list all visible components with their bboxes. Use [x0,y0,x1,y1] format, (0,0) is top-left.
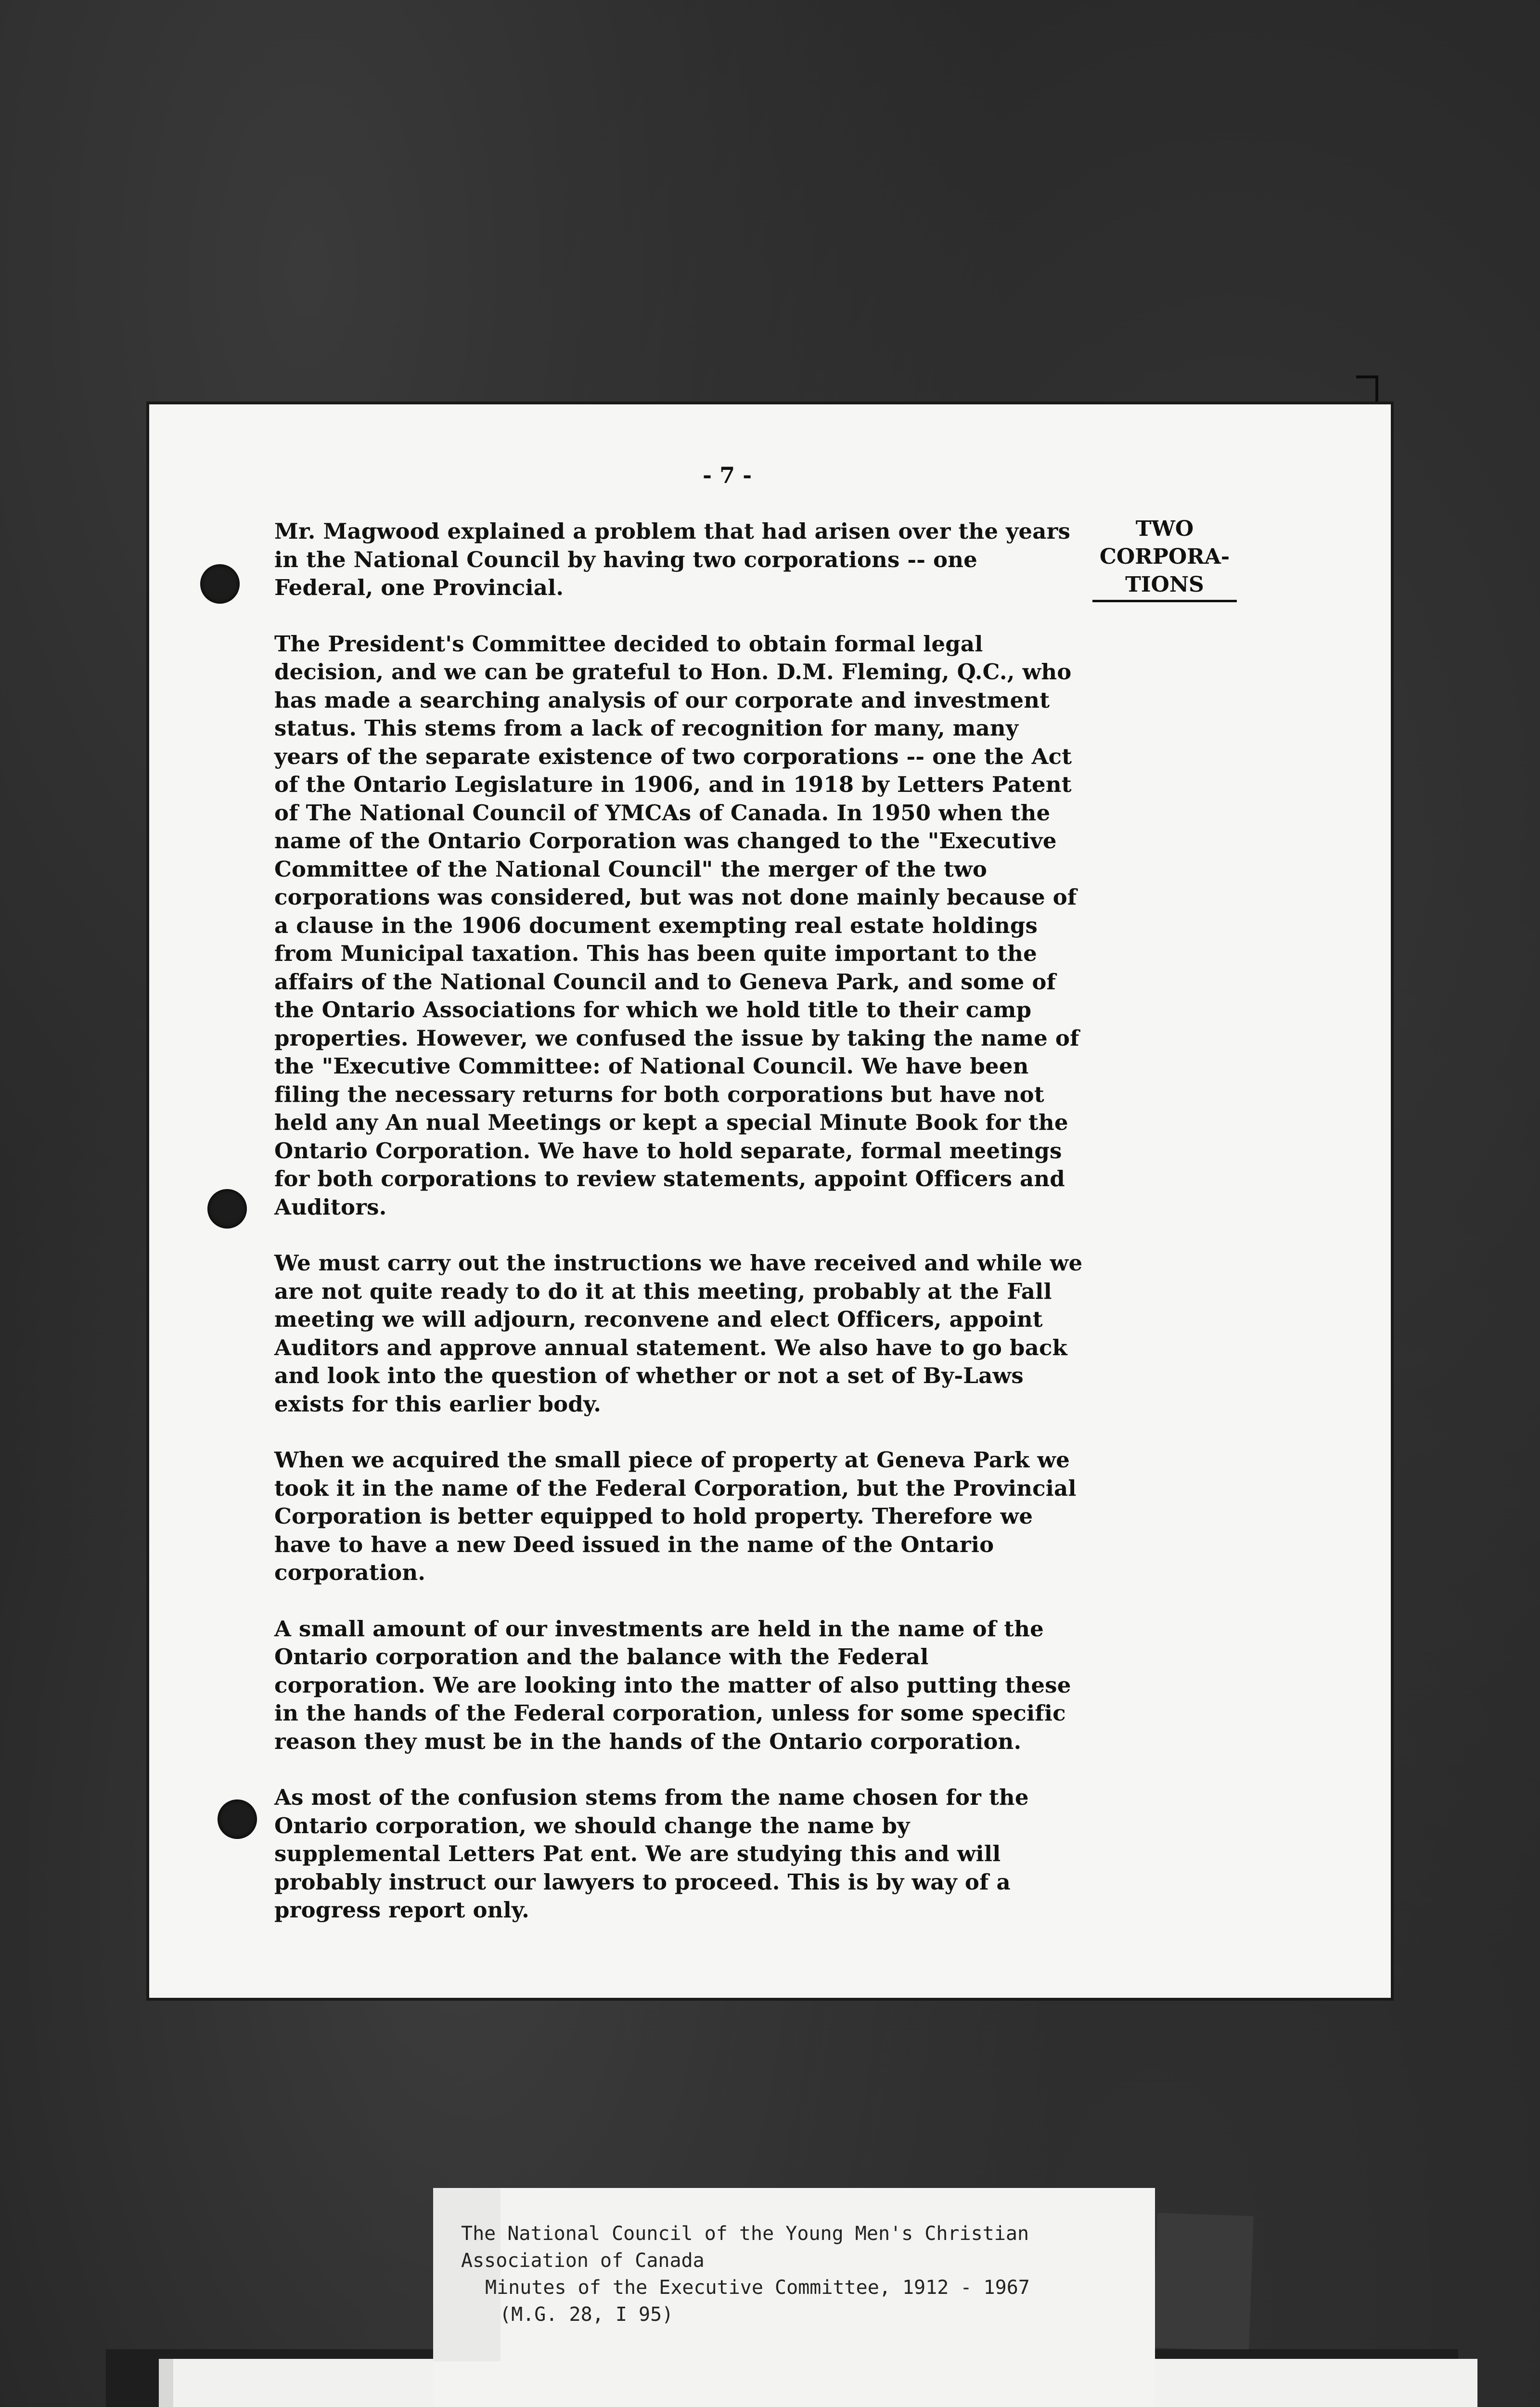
minutes-body [274,518,1083,1953]
paragraph: When we acquired the small piece of property at Geneva Park we took it in the name of the Federal Corporation, but the Provincial Corporation is better equipped to hold property. Therefore we have to have a new Deed issued in the name of the Ontario corporation. [274,1447,1077,1585]
caption-line: Minutes of the Executive Committee, 1912 - 1967 [485,2277,1030,2299]
page-number: - 7 - [703,462,752,488]
paragraph: The President's Committee decided to obtain formal legal decision, and we can be grateful to Hon. D.M. Fleming, Q.C., who has made a searching analysis of our corporate and investment status. This stems from a lack of recognition for many, many years of the separate existence of two corporations -- one the Act of the Ontario Legislature in 1906, and in 1918 by Letters Patent of The National Council of YMCAs of Canada. In 1950 when the name of the Ontario Corporation was changed to the "Executive Committee of the National Council" the merger of the two corporations was considered, but was not done mainly because of a clause in the 1906 document exempting real estate holdings from Municipal taxation. This has been quite important to the affairs of the National Council and to Geneva Park, and some of the Ontario Associations for which we hold title to their camp properties. However, we confused the issue by taking the name of the "Executive Committee: of National Council. We have been filing the necessary returns for both corporations but have not held any An nual Meetings or kept a special Minute Book for the Ontario Corporation. We have to hold separate, formal meetings for both corporations to review statements, appoint Officers and Auditors. [274,631,1079,1220]
paragraph: As most of the confusion stems from the name chosen for the Ontario corporation, we should change the name by supplemental Letters Pat ent. We are studying this and will probably instruct our lawyers to proceed. This is by way of a progress report only. [274,1785,1029,1923]
margin-heading-underline [1092,600,1237,602]
paragraph: Mr. Magwood explained a problem that had arisen over the years in the National Council by having two corporations -- one Federal, one Provincial. [274,518,1071,600]
margin-heading-line: TWO [1135,517,1194,541]
caption-line: (M.G. 28, I 95) [500,2303,674,2326]
margin-heading [1088,515,1242,602]
margin-heading-line: TIONS [1125,572,1204,597]
punch-hole [207,1189,247,1229]
margin-heading-line: CORPORA- [1099,544,1230,569]
paragraph: A small amount of our investments are held in the name of the Ontario corporation and the balance with the Federal corporation. We are looking into the matter of also putting these in the hands of the Federal corporation, unless for some specific reason they must be in the hands of the Ontario corporation. [274,1616,1071,1754]
tape-strip [1153,2213,1254,2351]
caption-line: Association of Canada [461,2250,705,2272]
paragraph: We must carry out the instructions we have received and while we are not quite ready to do it at this meeting, probably at the Fall meeting we will adjourn, reconvene and elect Officers, appoint Auditors and approve annual statement. We also have to go back and look into the question of whether or not a set of By-Laws exists for this earlier body. [274,1250,1083,1417]
caption-line: The National Council of the Young Men's Christian [461,2223,1029,2245]
punch-hole [218,1799,257,1839]
caption-text [461,2220,1030,2328]
punch-hole [200,564,240,604]
